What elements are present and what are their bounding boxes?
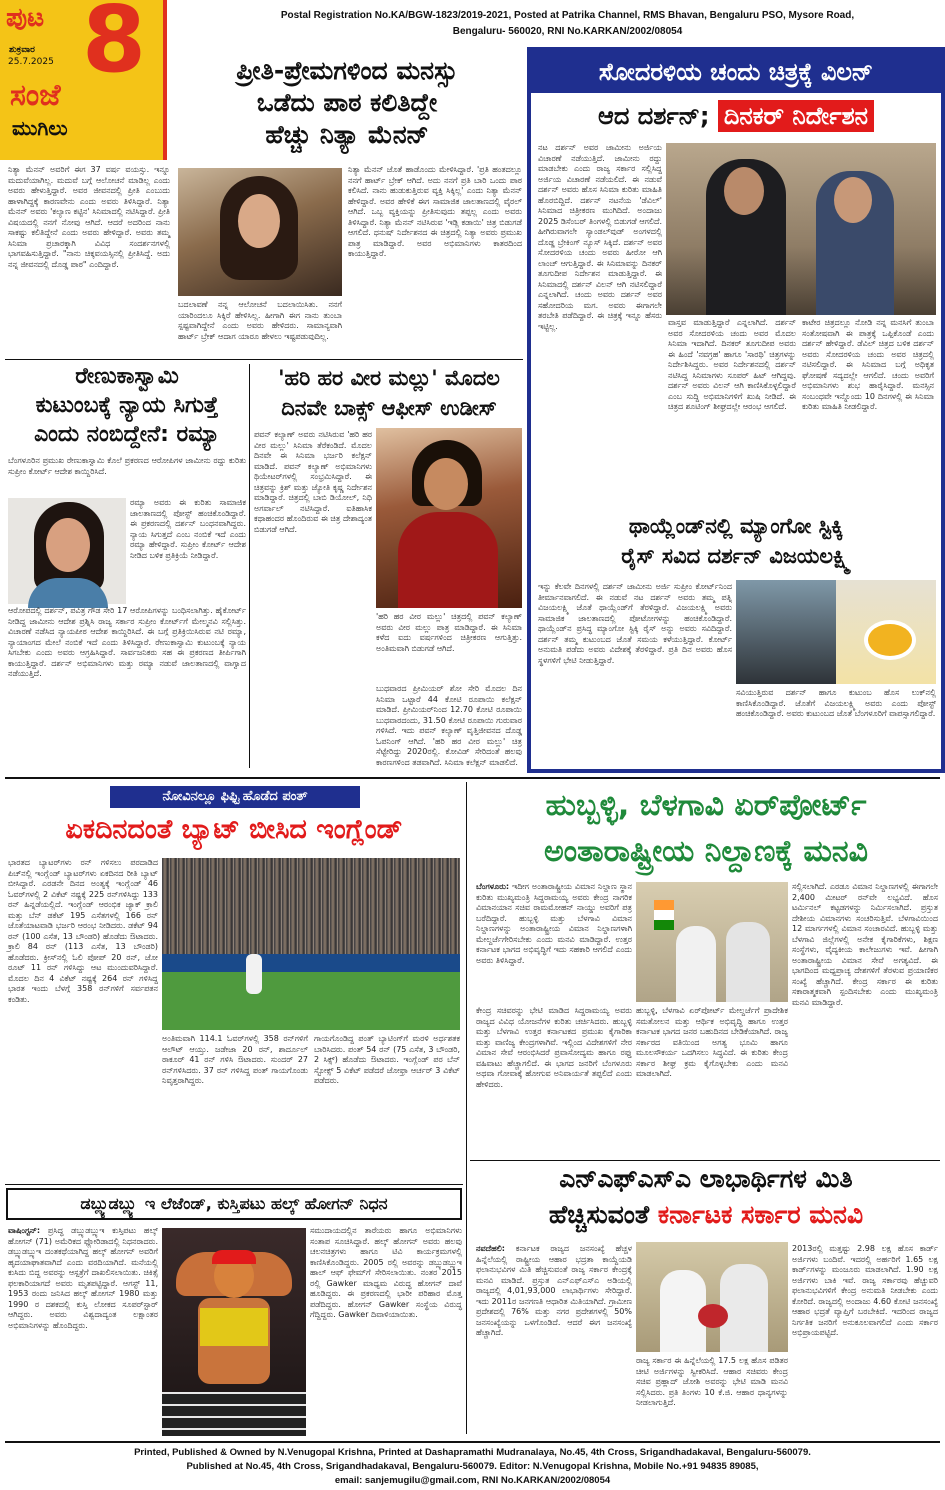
imprint-line3: email: sanjemugilu@gmail.com, RNI No.KARKAN/2002/08054 xyxy=(334,1475,611,1486)
hogan-headline: ಡಬ್ಲ್ಯುಡಬ್ಲ್ಯು ಇ ಲೆಜೆಂಡ್, ಕುಸ್ತಿಪಟು ಹಲ್ಕ್ ಹೋಗನ್ ನಿಧನ xyxy=(80,1194,388,1213)
pawan-figure-robe xyxy=(398,512,498,608)
thailand-body-col1: ಇನ್ನು ಕೆಲವೇ ದಿನಗಳಲ್ಲಿ ದರ್ಶನ್ ಜಾಮೀನು ಅರ್ಜಿ ಸುಪ್ರೀಂ ಕೋರ್ಟ್‌ನಿಂದ ತೀರ್ಮಾನವಾಗಲಿದೆ. ಈ ನಡುವೆ ನಟ ದರ್ಶನ್ ಅವರು ತಮ್ಮ ಪತ್ನಿ ವಿಜಯಲಕ್ಷ್ಮಿ ಜೊತೆ ಥಾಯ್ಲೆಂಡ್‌ಗೆ ತೆರಳಿದ್ದಾರೆ. ವಿಜಯಲಕ್ಷ್ಮಿ ಅವರು ಸಾಮಾಜಿಕ ಜಾಲತಾಣದಲ್ಲಿ ಪೋಟೋಗಳನ್ನು ಹಂಚಿಕೊಂಡಿದ್ದಾರೆ. ಥಾಯ್ಲೆಂಡ್‌ನ ಪ್ರಸಿದ್ಧ ಮ್ಯಾಂಗೋ ಸ್ಟಿಕ್ಕಿ ರೈಸ್ ಅನ್ನು ಅವರು ಸವಿದಿದ್ದಾರೆ. ದರ್ಶನ್ ತಮ್ಮ ಕುಟುಂಬದ ಜೊತೆ ಸಮಯ ಕಳೆಯುತ್ತಿದ್ದಾರೆ. ಕೋರ್ಟ್ ಅನುಮತಿ ಪಡೆದು ಅವರು ವಿದೇಶಕ್ಕೆ ತೆರಳಿದ್ದಾರೆ. ಪ್ರತಿ ದಿನ ಅವರು ಹೊಸ ಸ್ಥಳಗಳಿಗೆ ಭೇಟಿ ನೀಡುತ್ತಿದ್ದಾರೆ. xyxy=(538,582,732,665)
darshan-headline-line1: ಸೋದರಳಿಯ ಚಂದು ಚಿತ್ರಕ್ಕೆ ವಿಲನ್ xyxy=(531,51,941,93)
stadium-board xyxy=(162,954,460,972)
hogan-body-col2: ಸಮುದಾಯದಲ್ಲಿನ ತಾರೆಯರು ಹಾಗೂ ಅಭಿಮಾನಿಗಳು ಸಂತಾಪ ಸೂಚಿಸಿದ್ದಾರೆ. ಹಲ್ಕ್ ಹೋಗನ್ ಅವರು ಹಲವು ಚಲನಚಿತ್ರಗಳು ಹಾಗೂ ಟಿವಿ ಕಾರ್ಯಕ್ರಮಗಳಲ್ಲಿ ಕಾಣಿಸಿಕೊಂಡಿದ್ದರು. 2005 ರಲ್ಲಿ ಅವರನ್ನು ಡಬ್ಲ್ಯುಡಬ್ಲ್ಯುಇ ಹಾಲ್ ಆಫ್ ಫೇಮ್‌ಗೆ ಸೇರಿಸಲಾಯಿತು. ನಂತರ 2015 ರಲ್ಲಿ Gawker ಮಾಧ್ಯಮ ವಿರುದ್ಧ ಹೋಗನ್ ದಾವೆ ಹೂಡಿದ್ದರು. ಈ ಪ್ರಕರಣದಲ್ಲಿ ಭಾರೀ ಪರಿಹಾರ ಮೊತ್ತ ಪಡೆದಿದ್ದರು. ಹೋಗನ್ Gawker ಸಂಸ್ಥೆಯ ವಿರುದ್ಧ ಗೆದ್ದಿದ್ದರು. Gawker ದಿವಾಳಿಯಾಯಿತು. xyxy=(310,1226,462,1319)
flag-icon xyxy=(654,900,674,930)
divider-nithya-ramya xyxy=(5,359,523,360)
nfsa-headline-part-a: ಹೆಚ್ಚಿಸುವಂತೆ xyxy=(548,1200,650,1229)
hogan-body-col1 xyxy=(8,1226,158,1436)
nfsa-text-col1: ಕರ್ನಾಟಕ ರಾಜ್ಯದ ಜನಸಂಖ್ಯೆ ಹೆಚ್ಚಳ ಹಿನ್ನೆಲೆಯಲ್ಲಿ ರಾಷ್ಟ್ರೀಯ ಆಹಾರ ಭದ್ರತಾ ಕಾಯ್ದೆಯಡಿ ಫಲಾನುಭವಿಗಳ ಮಿತಿ ಹೆಚ್ಚಿಸುವಂತೆ ರಾಜ್ಯ ಸರ್ಕಾರ ಕೇಂದ್ರಕ್ಕೆ ಮನವಿ ಮಾಡಿದೆ. ಪ್ರಸ್ತುತ ಎನ್‌ಎಫ್‌ಎಸ್‌ಎ ಅಡಿಯಲ್ಲಿ ರಾಜ್ಯದಲ್ಲಿ 4,01,93,000 ಲಾಭಾರ್ಥಿಗಳು ಸೇರಿದ್ದಾರೆ. ಇದು 2011ರ ಜನಗಣತಿ ಆಧಾರಿತ ಮಿತಿಯಾಗಿದೆ. ಗ್ರಾಮೀಣ ಪ್ರದೇಶದಲ್ಲಿ 76% ಮತ್ತು ನಗರ ಪ್ರದೇಶಗಳಲ್ಲಿ 50% ಜನಸಂಖ್ಯೆಯನ್ನು ಒಳಗೊಂಡಿದೆ. ಆದರೆ ಈಗ ಜನಸಂಖ್ಯೆ ಹೆಚ್ಚಾಗಿದೆ. xyxy=(476,1244,633,1337)
meeting-figure-right xyxy=(726,922,770,1002)
pawan-kalyan-photo xyxy=(376,428,522,608)
hubballi-headline-line2: ಅಂತಾರಾಷ್ಟ್ರೀಯ ನಿಲ್ದಾಣಕ್ಕೆ ಮನವಿ xyxy=(544,834,868,869)
nfsa-headline-line2 xyxy=(472,1200,940,1230)
photo-panel-left xyxy=(736,580,836,684)
harihara-body-col1: ಪವನ್ ಕಲ್ಯಾಣ್ ಅವರು ನಟಿಸಿರುವ 'ಹರಿ ಹರ ವೀರ ಮಲ್ಲು' ಸಿನಿಮಾ ತೆರೆಕಂಡಿದೆ. ಮೊದಲ ದಿನವೇ ಈ ಸಿನಿಮಾ ಭರ್ಜರಿ ಕಲೆಕ್ಷನ್ ಮಾಡಿದೆ. ಪವನ್ ಕಲ್ಯಾಣ್ ಅಭಿಮಾನಿಗಳು ಥಿಯೇಟರ್‌ಗಳಲ್ಲಿ ಸಂಭ್ರಮಿಸಿದ್ದಾರೆ. ಈ ಚಿತ್ರವನ್ನು ಕ್ರಿಶ್ ಮತ್ತು ಜ್ಯೋತಿ ಕೃಷ್ಣ ನಿರ್ದೇಶನ ಮಾಡಿದ್ದಾರೆ. ಚಿತ್ರದಲ್ಲಿ ಬಾಬಿ ಡಿಯೋಲ್, ನಿಧಿ ಅಗರ್ವಾಲ್ ನಟಿಸಿದ್ದಾರೆ. ಐತಿಹಾಸಿಕ ಕಥಾಹಂದರ ಹೊಂದಿರುವ ಈ ಚಿತ್ರ ದೇಶಾದ್ಯಂತ ಬಿಡುಗಡೆ ಆಗಿದೆ. xyxy=(254,430,372,534)
harihara-headline-line1: 'ಹರಿ ಹರ ವೀರ ಮಲ್ಲು' ಮೊದಲ xyxy=(278,366,500,390)
pant-headline: ಏಕದಿನದಂತೆ ಬ್ಯಾಟ್ ಬೀಸಿದ ಇಂಗ್ಲೆಂಡ್ xyxy=(65,814,403,845)
darshan-chandu-photo xyxy=(666,143,936,315)
hogan-bandana xyxy=(212,1250,256,1264)
photo-figure-right-face xyxy=(834,177,872,223)
nithya-menon-photo xyxy=(178,168,342,296)
nithya-headline-line1: ಪ್ರೀತಿ-ಪ್ರೇಮಗಳಿಂದ ಮನಸ್ಸು xyxy=(236,56,458,85)
hogan-text-col1: ಪ್ರಸಿದ್ಧ ಡಬ್ಲ್ಯುಡಬ್ಲ್ಯುಇ ಕುಸ್ತಿಪಟು ಹಲ್ಕ್ ಹೋಗನ್ (71) ಅಮೆರಿಕದ ಫ್ಲೋರಿಡಾದಲ್ಲಿ ನಿಧನರಾದರು. ಡಬ್ಲ್ಯುಡಬ್ಲ್ಯುಇ ದಂತಕಥೆಯಾಗಿದ್ದ ಹಲ್ಕ್ ಹೋಗನ್ ಅವರಿಗೆ ಹೃದಯಾಘಾತವಾಗಿದೆ ಎಂದು ವರದಿಯಾಗಿದೆ. ಮನೆಯಲ್ಲಿ ಕುಸಿದು ಬಿದ್ದ ಅವರನ್ನು ಆಸ್ಪತ್ರೆಗೆ ದಾಖಲಿಸಲಾಯಿತು. ಚಿಕಿತ್ಸೆ ಫಲಕಾರಿಯಾಗದೆ ಅವರು ಮೃತಪಟ್ಟಿದ್ದಾರೆ. ಆಗಸ್ಟ್ 11, 1953 ರಂದು ಜನಿಸಿದ ಹಲ್ಕ್ ಹೋಗನ್ 1980 ಮತ್ತು 1990 ರ ದಶಕದಲ್ಲಿ ಕುಸ್ತಿ ಲೋಕದ ಸೂಪರ್‌ಸ್ಟಾರ್ ಆಗಿದ್ದರು. ಅವರು ವಿಶ್ವದಾದ್ಯಂತ ಲಕ್ಷಾಂತರ ಅಭಿಮಾನಿಗಳನ್ನು ಹೊಂದಿದ್ದರು. xyxy=(8,1226,158,1330)
page-word: ಪುಟ xyxy=(6,3,45,33)
ramya-body: ಆರೋಪದಲ್ಲಿ ದರ್ಶನ್, ಪವಿತ್ರ ಗೌಡ ಸೇರಿ 17 ಆರೋಪಿಗಳನ್ನು ಬಂಧಿಸಲಾಗಿತ್ತು. ಹೈಕೋರ್ಟ್ ನೀಡಿದ್ದ ಜಾಮೀನು ಆದೇಶ ಪ್ರಶ್ನಿಸಿ ರಾಜ್ಯ ಸರ್ಕಾರ ಸುಪ್ರೀಂ ಕೋರ್ಟ್‌ಗೆ ಮೇಲ್ಮನವಿ ಸಲ್ಲಿಸಿತ್ತು. ವಿಚಾರಣೆ ನಡೆಸಿದ ನ್ಯಾಯಪೀಠ ಆದೇಶ ಕಾಯ್ದಿರಿಸಿದೆ. ಈ ಬಗ್ಗೆ ಪ್ರತಿಕ್ರಿಯಿಸಿರುವ ನಟಿ ರಮ್ಯಾ, ನ್ಯಾಯಾಂಗದ ಮೇಲೆ ನಂಬಿಕೆ ಇದೆ ಎಂದು ತಿಳಿಸಿದ್ದಾರೆ. ರೇಣುಕಾಸ್ವಾಮಿ ಕುಟುಂಬಕ್ಕೆ ನ್ಯಾಯ ಸಿಗಬೇಕು ಎಂದು ಅವರು ಆಗ್ರಹಿಸಿದ್ದಾರೆ. ಸಾರ್ವಜನಿಕರು ಸಹ ಈ ಪ್ರಕರಣದ ತೀರ್ಪಿಗಾಗಿ ಕಾಯುತ್ತಿದ್ದಾರೆ. ದರ್ಶನ್ ಅಭಿಮಾನಿಗಳು ಮತ್ತು ರಮ್ಯಾ ನಡುವೆ ಜಾಲತಾಣದಲ್ಲಿ ವಾಗ್ವಾದ ನಡೆಯುತ್ತಿದೆ. xyxy=(8,606,246,678)
nfsa-body-col3: 2013ರಲ್ಲಿ ಮತ್ತಷ್ಟು 2.98 ಲಕ್ಷ ಹೊಸ ಕಾರ್ಡ್ ಅರ್ಜಿಗಳು ಬಂದಿವೆ. ಇದರಲ್ಲಿ ಅರ್ಹರಿಗೆ 1.65 ಲಕ್ಷ ಕಾರ್ಡ್‌ಗಳನ್ನು ಮಂಜೂರು ಮಾಡಲಾಗಿದೆ. 1.90 ಲಕ್ಷ ಅರ್ಜಿಗಳು ಬಾಕಿ ಇವೆ. ರಾಜ್ಯ ಸರ್ಕಾರವು ಹೆಚ್ಚುವರಿ ಫಲಾನುಭವಿಗಳಿಗೆ ಕೇಂದ್ರ ಅನುಮತಿ ನೀಡಬೇಕು ಎಂದು ಕೋರಿದೆ. ರಾಜ್ಯದಲ್ಲಿ ಅಂದಾಜು 4.60 ಕೋಟಿ ಜನಸಂಖ್ಯೆ ಆಹಾರ ಭದ್ರತೆ ವ್ಯಾಪ್ತಿಗೆ ಬರಬೇಕಿದೆ. ಇದರಿಂದ ರಾಜ್ಯದ ನಿರ್ಗತಿಕ ಜನರಿಗೆ ಅನುಕೂಲವಾಗಲಿದೆ ಎಂದು ಸರ್ಕಾರ ಅಭಿಪ್ರಾಯಪಟ್ಟಿದೆ. xyxy=(792,1244,938,1337)
hubballi-body-col3: ಸಲ್ಲಿಸಲಾಗಿದೆ. ಎರಡೂ ವಿಮಾನ ನಿಲ್ದಾಣಗಳಲ್ಲಿ ಈಗಾಗಲೇ 2,400 ಮೀಟರ್ ರನ್‌ವೇ ಲಭ್ಯವಿದೆ. ಹೊಸ ಟರ್ಮಿನಲ್ ಕಟ್ಟಡಗಳನ್ನು ನಿರ್ಮಿಸಲಾಗಿದೆ. ಪ್ರಸ್ತುತ ದೇಶೀಯ ವಿಮಾನಗಳು ಸಂಚರಿಸುತ್ತಿವೆ. ಬೆಳಗಾವಿಯಿಂದ 12 ಮಾರ್ಗಗಳಲ್ಲಿ ವಿಮಾನ ಸಂಚಾರವಿದೆ. ಹುಬ್ಬಳ್ಳಿ ಮತ್ತು ಬೆಳಗಾವಿ ಜಿಲ್ಲೆಗಳಲ್ಲಿ ಅನೇಕ ಕೈಗಾರಿಕೆಗಳು, ಶಿಕ್ಷಣ ಸಂಸ್ಥೆಗಳು, ವೈದ್ಯಕೀಯ ಕಾಲೇಜುಗಳು ಇವೆ. ಹೀಗಾಗಿ ಅಂತಾರಾಷ್ಟ್ರೀಯ ವಿಮಾನ ಸೇವೆ ಅಗತ್ಯವಿದೆ. ಈ ಭಾಗದಿಂದ ಮಧ್ಯಪ್ರಾಚ್ಯ ದೇಶಗಳಿಗೆ ತೆರಳುವ ಪ್ರಯಾಣಿಕರ ಸಂಖ್ಯೆ ಹೆಚ್ಚಾಗಿದೆ. ಕೇಂದ್ರ ಸರ್ಕಾರ ಈ ಕುರಿತು ಸಕಾರಾತ್ಮಕವಾಗಿ ಸ್ಪಂದಿಸಬೇಕು ಎಂದು ಮುಖ್ಯಮಂತ್ರಿ ಮನವಿ ಮಾಡಿದ್ದಾರೆ. xyxy=(792,882,938,1007)
hubballi-dateline: ಬೆಂಗಳೂರು: xyxy=(476,882,510,891)
mango-dessert xyxy=(864,620,916,660)
nfsa-headline-line1: ಎನ್‌ಎಫ್‌ಎಸ್‌ಎ ಲಾಭಾರ್ಥಿಗಳ ಮಿತಿ xyxy=(559,1164,853,1193)
bouquet xyxy=(698,1304,728,1328)
darshan-body-col3: ಕಾಟೇರ ಚಿತ್ರದಲ್ಲೂ ನೋಡಿ ನನ್ನ ಮನಸಿಗೆ ತುಂಬಾ ಸಂತೋಷವಾಗಿ ಈ ಪಾತ್ರಕ್ಕೆ ಒಪ್ಪಿಕೊಂಡೆ ಎಂದು ದರ್ಶನ್ ಹೇಳಿದ್ದಾರೆ. ಡೆವಿಲ್ ಚಿತ್ರದ ಬಳಿಕ ದರ್ಶನ್ ಅವರು ಸೋದರಳಿಯ ಚಂದು ಅವರ ಚಿತ್ರದಲ್ಲಿ ನಟಿಸಲಿದ್ದಾರೆ. ಈ ಸಿನಿಮಾದ ಬಗ್ಗೆ ಅಧಿಕೃತ ಘೋಷಣೆ ಸದ್ಯದಲ್ಲೇ ಆಗಲಿದೆ. ಚಂದು ಅವರಿಗೆ ಅಭಿಮಾನಿಗಳು ಶುಭ ಹಾರೈಸಿದ್ದಾರೆ. ಮನಸ್ಸಿನ ಸಂಬಂಧವೇ ಇನ್ನೊಂದು 10 ದಿನಗಳಲ್ಲಿ ಈ ಸಿನಿಮಾ ಕುರಿತು ಮಾಹಿತಿ ನೀಡಲಿದ್ದಾರೆ. xyxy=(802,318,934,411)
pant-body-col2: ಅಂತಿಮವಾಗಿ 114.1 ಓವರ್‌ಗಳಲ್ಲಿ 358 ರನ್‌ಗಳಿಗೆ ಆಲೌಟ್ ಆಯ್ತು. ಜಡೇಜಾ 20 ರನ್, ಶಾರ್ದೂಲ್ ಠಾಕೂರ್ 41 ರನ್ ಗಳಿಸಿ ಔಟಾದರು. ಸುಂದರ್ 27 ರನ್‌ಗಳಿಸಿದರು. 37 ರನ್ ಗಳಿಸಿದ್ದ ಪಂತ್ ಗಾಯಗೊಂಡು ನಿವೃತ್ತರಾಗಿದ್ದರು. xyxy=(162,1034,308,1085)
photo-figure-left-face xyxy=(724,167,764,215)
harihara-body-col3: ಬುಧವಾರದ ಪ್ರೀಮಿಯರ್ ಶೋ ಸೇರಿ ಮೊದಲ ದಿನ ಸಿನಿಮಾ ಒಟ್ಟಾರೆ 44 ಕೋಟಿ ರೂಪಾಯಿ ಕಲೆಕ್ಷನ್ ಮಾಡಿದೆ. ಪ್ರೀಮಿಯರ್‌ನಿಂದ 12.70 ಕೋಟಿ ರೂಪಾಯಿ ಬುಧವಾರದಂದು, 31.50 ಕೋಟಿ ರೂಪಾಯಿ ಗುರುವಾರ ಗಳಿಸಿದೆ. ಇದು ಪವನ್ ಕಲ್ಯಾಣ್ ವೃತ್ತಿಜೀವನದ ದೊಡ್ಡ ಓಪನಿಂಗ್ ಆಗಿದೆ. 'ಹರಿ ಹರ ವೀರ ಮಲ್ಲು' ಚಿತ್ರ ಸೆಟ್ಟೇರಿದ್ದು 2020ರಲ್ಲಿ. ಕೋವಿಡ್ ಸೇರಿದಂತೆ ಹಲವು ಕಾರಣಗಳಿಂದ ತಡವಾಗಿದೆ. ಸಿನಿಮಾ ಕಲೆಕ್ಷನ್ ಮಾಡಲಿದೆ. xyxy=(376,684,522,767)
imprint-line2: Published at No.45, 4th Cross, Srigandhadakaval, Bengaluru-560079. Editor: N.Venugopal Krishna, Mobile No.+91 94835 89085, xyxy=(186,1461,759,1472)
nfsa-body-col2: ರಾಜ್ಯ ಸರ್ಕಾರ ಈ ಹಿನ್ನೆಲೆಯಲ್ಲಿ 17.5 ಲಕ್ಷ ಹೊಸ ಪಡಿತರ ಚೀಟಿ ಅರ್ಜಿಗಳನ್ನು ಸ್ವೀಕರಿಸಿದೆ. ಆಹಾರ ಸಚಿವರು ಕೇಂದ್ರ ಸಚಿವ ಪ್ರಹ್ಲಾದ್ ಜೋಶಿ ಅವರನ್ನು ಭೇಟಿ ಮಾಡಿ ಮನವಿ ಸಲ್ಲಿಸಿದರು. ಪ್ರತಿ ತಿಂಗಳು 10 ಕೆ.ಜಿ. ಆಹಾರ ಧಾನ್ಯಗಳನ್ನು ನೀಡಲಾಗುತ್ತಿದೆ. xyxy=(636,1356,788,1407)
nfsa-figure-right xyxy=(720,1264,768,1352)
thailand-body-col2: ಸವಿಯುತ್ತಿರುವ ದರ್ಶನ್ ಹಾಗೂ ಕುಟುಂಬ ಹೊಸ ಲುಕ್‌ನಲ್ಲಿ ಕಾಣಿಸಿಕೊಂಡಿದ್ದಾರೆ. ಜೊತೆಗೆ ವಿಜಯಲಕ್ಷ್ಮಿ ಅವರು ಎಂದು ಪೋಸ್ಟ್ ಹಂಚಿಕೊಂಡಿದ್ದಾರೆ. ಅವರು ಕುಟುಂಬದ ಜೊತೆ ಬೆಂಗಳೂರಿಗೆ ವಾಪಸ್ಸಾಗಲಿದ್ದಾರೆ. xyxy=(736,688,936,718)
pant-body-col3: ಗಾಯಗೊಂಡಿದ್ದ ಪಂತ್ ಬ್ಯಾಟಿಂಗ್‌ಗೆ ಮರಳಿ ಅರ್ಧಶತಕ ಬಾರಿಸಿದರು. ಪಂತ್ 54 ರನ್ (75 ಎಸೆತ, 3 ಬೌಂಡರಿ, 2 ಸಿಕ್ಸ್) ಹೊಡೆದು ಔಟಾದರು. ಇಂಗ್ಲೆಂಡ್ ಪರ ಬೆನ್ ಸ್ಟೋಕ್ಸ್ 5 ವಿಕೆಟ್ ಪಡೆದರೆ ಜೋಫ್ರಾ ಆರ್ಚರ್ 3 ವಿಕೆಟ್ ಪಡೆದರು. xyxy=(314,1034,460,1085)
date: 25.7.2025 xyxy=(8,57,54,67)
photo-figure-face xyxy=(238,194,280,248)
nfsa-dateline: ನವದೆಹಲಿ: xyxy=(476,1244,505,1253)
divider-ramya-harihara xyxy=(249,364,250,768)
brand-name-line2: ಮುಗಿಲು xyxy=(12,116,68,140)
nithya-headline-line3: ಹೆಚ್ಚು ನಿತ್ಯಾ ಮೆನನ್ xyxy=(265,120,429,149)
cm-meeting-photo xyxy=(636,882,788,1002)
ramya-headline-line2: ಕುಟುಂಬಕ್ಕೆ ನ್ಯಾಯ ಸಿಗುತ್ತೆ xyxy=(35,393,219,418)
ramya-intro: ಬೆಂಗಳೂರಿನ ಪ್ರಮುಖ ರೇಣುಕಾಸ್ವಾಮಿ ಕೊಲೆ ಪ್ರಕರಣದ ಆರೋಪಿಗಳ ಜಾಮೀನು ರದ್ದು ಕುರಿತು ಸುಪ್ರೀಂ ಕೋರ್ಟ್ ಆದೇಶ ಕಾಯ್ದಿರಿಸಿದೆ. xyxy=(8,456,246,476)
batter-figure xyxy=(246,954,262,994)
hubballi-body-col1 xyxy=(476,882,632,1002)
postal-registration-line2: Bengaluru- 560020, RNI No.KARKAN/2002/08054 xyxy=(452,26,683,37)
darshan-body-col1: ನಟ ದರ್ಶನ್ ಅವರ ಜಾಮೀನು ಅರ್ಜಿಯ ವಿಚಾರಣೆ ನಡೆಯುತ್ತಿದೆ. ಜಾಮೀನು ರದ್ದು ಮಾಡಬೇಕು ಎಂದು ರಾಜ್ಯ ಸರ್ಕಾರ ಸಲ್ಲಿಸಿದ್ದ ಅರ್ಜಿಯ ವಿಚಾರಣೆ ನಡೆಯಲಿದೆ. ಈ ನಡುವೆ ದರ್ಶನ್ ಅವರು ಹೊಸ ಸಿನಿಮಾ ಕುರಿತು ಮಾಹಿತಿ ಹೊರಬಿದ್ದಿದೆ. ದರ್ಶನ್ ನಟನೆಯ 'ಡೆವಿಲ್' ಸಿನಿಮಾದ ಚಿತ್ರೀಕರಣ ಮುಗಿದಿದೆ. ಅಂದಾಜು 2025 ಡಿಸೆಂಬರ್ ತಿಂಗಳಲ್ಲಿ ಬಿಡುಗಡೆ ಆಗಲಿದೆ. ಹೀಗಿರುವಾಗಲೇ ಸ್ಯಾಂಡಲ್‌ವುಡ್ ಅಂಗಳದಲ್ಲಿ ದೊಡ್ಡ ಬ್ರೇಕಿಂಗ್ ನ್ಯೂಸ್ ಸಿಕ್ಕಿದೆ. ದರ್ಶನ್ ಅವರ ಸೋದರಳಿಯ ಚಂದು ಅವರು ಹೀರೋ ಆಗಿ ಲಾಂಚ್ ಆಗುತ್ತಿದ್ದಾರೆ. ಈ ಸಿನಿಮಾವನ್ನು ದಿನಕರ್ ತೂಗುದೀಪ ನಿರ್ದೇಶನ ಮಾಡುತ್ತಿದ್ದಾರೆ. ಈ ಸಿನಿಮಾದಲ್ಲಿ ದರ್ಶನ್ ವಿಲನ್ ಆಗಿ ನಟಿಸಲಿದ್ದಾರೆ ಎನ್ನಲಾಗಿದೆ. ಚಂದು ಅವರು ದರ್ಶನ್ ಅವರ ಸಹೋದರಿಯ ಮಗ. ಅವರು ಈಗಾಗಲೇ ತರಬೇತಿ ಪಡೆದಿದ್ದಾರೆ. ಈ ಚಿತ್ರಕ್ಕೆ ಇನ್ನೂ ಹೆಸರು ಇಟ್ಟಿಲ್ಲ. xyxy=(538,143,662,331)
footer-divider xyxy=(5,1441,940,1443)
postal-registration-line1: Postal Registration No.KA/BGW-1823/2019-2021, Posted at Patrika Channel, RMS Bhavan, Bengaluru PSO, Mysore Road, xyxy=(280,10,855,21)
nithya-body-col1: ನಿತ್ಯಾ ಮೆನನ್ ಅವರಿಗೆ ಈಗ 37 ವರ್ಷ ವಯಸ್ಸು. ಇನ್ನೂ ಮದುವೆಯಾಗಿಲ್ಲ. ಮದುವೆ ಬಗ್ಗೆ ಆಲೋಚನೆ ಮಾಡಿಲ್ಲ ಎಂದು ಅವರು ಹೇಳುತ್ತಿದ್ದಾರೆ. ಅವರ ಜೀವನದಲ್ಲಿ ಪ್ರೀತಿ ಎಂಬುದು ಹಾಳಾಗಿದ್ದಕ್ಕೆ ಕಾರಣವೇನು ಎಂದು ಅವರು ತಿಳಿಸಿದ್ದಾರೆ. ನಿತ್ಯಾ ಮೆನನ್ ಅವರು 'ಕಲ್ಯಾಣ ಕಟ್ಟಿನ' ಸಿನಿಮಾದಲ್ಲಿ ನಟಿಸಿದ್ದಾರೆ. ಪ್ರೀತಿ ವಿಷಯದಲ್ಲಿ ನನಗೆ ನೋವು ಆಗಿದೆ. ಆದರೆ ಅದರಿಂದ ನಾನು ಸಾಕಷ್ಟು ಕಲಿತಿದ್ದೇನೆ ಎಂದು ಅವರು ಹೇಳಿದ್ದಾರೆ. ಅವರು ತಮ್ಮ ಸಿನಿಮಾ ಪ್ರಚಾರಕ್ಕಾಗಿ ವಿವಿಧ ಸಂದರ್ಶನಗಳಲ್ಲಿ ಭಾಗವಹಿಸುತ್ತಿದ್ದಾರೆ. "ನಾನು ಚಿಕ್ಕವಯಸ್ಸಿನಲ್ಲಿ ಪ್ರೀತಿಸಿದ್ದೆ. ಅದು ನನ್ನ ಜೀವನದಲ್ಲಿ ದೊಡ್ಡ ಪಾಠ" ಎಂದಿದ್ದಾರೆ. xyxy=(8,165,170,269)
hubballi-headline-line1: ಹುಬ್ಬಳ್ಳಿ, ಬೆಳಗಾವಿ ಏರ್‌ಪೋರ್ಟ್ xyxy=(545,788,867,823)
pant-kicker: ನೋವಿನಲ್ಲೂ ಫಿಫ್ಟಿ ಹೊಡೆದ ಪಂತ್ xyxy=(110,786,360,808)
darshan-vijayalakshmi-photo xyxy=(736,580,936,684)
pant-body-col1: ಭಾರತದ ಬ್ಯಾಟರ್‌ಗಳು ರನ್ ಗಳಿಸಲು ಪರದಾಡಿದ ಪಿಚ್‌ನಲ್ಲಿ ಇಂಗ್ಲೆಂಡ್ ಬ್ಯಾಟರ್‌ಗಳು ಏಕದಿನದ ರೀತಿ ಬ್ಯಾಟ್ ಬೀಸಿದ್ದಾರೆ. ಎರಡನೇ ದಿನದ ಅಂತ್ಯಕ್ಕೆ ಇಂಗ್ಲೆಂಡ್ 46 ಓವರ್‌ಗಳಲ್ಲಿ 2 ವಿಕೆಟ್ ನಷ್ಟಕ್ಕೆ 225 ರನ್‌ಗಳಿಸಿದ್ದು 133 ರನ್ ಹಿನ್ನಡೆಯಲ್ಲಿದೆ. ಇಂಗ್ಲೆಂಡ್ ಆರಂಭಿಕ ಜ್ಯಾಕ್ ಕ್ರಾಲಿ ಮತ್ತು ಬೆನ್ ಡಕೆಟ್ 195 ಎಸೆತಗಳಲ್ಲಿ 166 ರನ್ ಜೊತೆಯಾಟವಾಡಿ ಭರ್ಜರಿ ಆರಂಭ ನೀಡಿದರು. ಡಕೆಟ್ 94 ರನ್ (100 ಎಸೆತ, 13 ಬೌಂಡರಿ) ಹೊಡೆದು ಔಟಾದರು. ಕ್ರಾಲಿ 84 ರನ್ (113 ಎಸೆತ, 13 ಬೌಂಡರಿ) ಹೊಡೆದರು. ಕ್ರೀಸ್‌ನಲ್ಲಿ ಓಲಿ ಪೋಪ್ 20 ರನ್, ಜೋ ರೂಟ್ 11 ರನ್ ಗಳಿಸಿದ್ದು ಆಟ ಮುಂದುವರಿಸಿದ್ದಾರೆ. ಮೊದಲ ದಿನ 4 ವಿಕೆಟ್ ನಷ್ಟಕ್ಕೆ 264 ರನ್ ಗಳಿಸಿದ್ದ ಭಾರತ ಇಂದು ಬೆಳಗ್ಗೆ 358 ರನ್‌ಗಳಿಗೆ ಸರ್ವಪತನ ಕಂಡಿತು. xyxy=(8,858,158,1004)
ring-ropes xyxy=(162,1392,306,1436)
hogan-shirt xyxy=(200,1308,268,1346)
nithya-headline-line2: ಒಡೆದು ಪಾಠ ಕಲಿತಿದ್ದೇ xyxy=(256,88,438,117)
nithya-body-col1b: ಬದಲಾವಣೆ ನನ್ನ ಆಲೋಚನೆ ಬದಲಾಯಿಸಿತು. ನನಗೆ ಯಾರಿಂದಲೂ ಸಿಕ್ಕಿರೆ ಹೇಳಿಸಿಲ್ಲ. ಹೀಗಾಗಿ ಈಗ ನಾನು ತುಂಬಾ ಸ್ಪಷ್ಟವಾಗಿದ್ದೇನೆ ಎಂದು ಅವರು ಹೇಳಿದರು. ಸಾಮಾನ್ಯವಾಗಿ ಹಾರ್ಟ್ ಬ್ರೇಕ್ ಆದಾಗ ಯಾರೂ ಹೇಳಲು ಇಷ್ಟಪಡುವುದಿಲ್ಲ. xyxy=(178,300,342,341)
darshan-headline-line2 xyxy=(531,95,941,137)
ramya-headline-line3: ಎಂದು ನಂಬಿದ್ದೇನೆ: ರಮ್ಯಾ xyxy=(34,422,220,447)
stadium-crowd xyxy=(162,858,460,954)
divider-airport-nfsa xyxy=(470,1160,940,1161)
nithya-body-col2: ನಿತ್ಯಾ ಮೆನನ್ ಜೊತೆ ಹಾಡೊಂದು ಮೇಳಿಸಿದ್ದಾರೆ. 'ಪ್ರತಿ ಹಂತದಲ್ಲೂ ನನಗೆ ಹಾರ್ಟ್ ಬ್ರೇಕ್ ಆಗಿದೆ. ಅದು ನನಗೆ ಪ್ರತಿ ಬಾರಿ ಒಂದು ಪಾಠ ಕಲಿಸಿದೆ. ನಾನು ಹುಡುಕುತ್ತಿರುವ ವ್ಯಕ್ತಿ ಸಿಕ್ಕಿಲ್ಲ' ಎಂದು ನಿತ್ಯಾ ಮೆನನ್ ಹೇಳಿದ್ದಾರೆ. ಅವರ ಹೇಳಿಕೆ ಈಗ ಸಾಮಾಜಿಕ ಜಾಲತಾಣದಲ್ಲಿ ವೈರಲ್ ಆಗಿದೆ. ಒಬ್ಬ ವ್ಯಕ್ತಿಯನ್ನು ಪ್ರೀತಿಸುವುದು ತಪ್ಪಲ್ಲ ಎಂದು ಅವರು ತಿಳಿಸಿದ್ದಾರೆ. ನಿತ್ಯಾ ಮೆನನ್ ನಟಿಸಿರುವ 'ಇಡ್ಲಿ ಕಡಾಯಿ' ಚಿತ್ರ ಬಿಡುಗಡೆ ಆಗಲಿದೆ. ಧನುಷ್ ನಿರ್ದೇಶನದ ಈ ಚಿತ್ರದಲ್ಲಿ ನಿತ್ಯಾ ಅವರು ಪ್ರಮುಖ ಪಾತ್ರ ಮಾಡಿದ್ದಾರೆ. ಅವರ ಅಭಿಮಾನಿಗಳು ಕಾತರದಿಂದ ಕಾಯುತ್ತಿದ್ದಾರೆ. xyxy=(348,165,522,258)
stadium-field xyxy=(162,972,460,1030)
nfsa-body-col1 xyxy=(476,1244,632,1436)
hubballi-body-col2: ಹುಬ್ಬಳ್ಳಿ, ಬೆಳಗಾವಿ ಏರ್‌ಪೋರ್ಟ್ ಮೇಲ್ದರ್ಜೆಗೆ ಪ್ರಾದೇಶಿಕ ಸಮತೋಲನ ಮತ್ತು ಆರ್ಥಿಕ ಅಭಿವೃದ್ಧಿ ಹಾಗೂ ಉತ್ತರ ಕರ್ನಾಟಕ ಭಾಗದ ಜನರ ಬಹುದಿನದ ಬೇಡಿಕೆಯಾಗಿದೆ. ರಾಜ್ಯ ಸರ್ಕಾರದ ವತಿಯಿಂದ ಅಗತ್ಯ ಭೂಮಿ ಹಾಗೂ ಮೂಲಸೌಕರ್ಯ ಒದಗಿಸಲು ಸಿದ್ಧವಿದೆ. ಈ ಕುರಿತು ಕೇಂದ್ರ ಸರ್ಕಾರ ಶೀಘ್ರ ಕ್ರಮ ಕೈಗೊಳ್ಳಬೇಕು ಎಂದು ಮನವಿ ಮಾಡಲಾಗಿದೆ. xyxy=(636,1006,788,1078)
ramya-face xyxy=(46,518,90,572)
hubballi-text-col1: ಇದೀಗ ಅಂತಾರಾಷ್ಟ್ರೀಯ ವಿಮಾನ ನಿಲ್ದಾಣ ಸ್ಥಾನ ಕುರಿತು ಮುಖ್ಯಮಂತ್ರಿ ಸಿದ್ದರಾಮಯ್ಯ ಅವರು ಕೇಂದ್ರ ನಾಗರಿಕ ವಿಮಾನಯಾನ ಸಚಿವ ರಾಮಮೋಹನ್ ನಾಯ್ಡು ಅವರಿಗೆ ಪತ್ರ ಬರೆದಿದ್ದಾರೆ. ಹುಬ್ಬಳ್ಳಿ ಮತ್ತು ಬೆಳಗಾವಿ ವಿಮಾನ ನಿಲ್ದಾಣಗಳನ್ನು ಅಂತಾರಾಷ್ಟ್ರೀಯ ವಿಮಾನ ನಿಲ್ದಾಣಗಳಾಗಿ ಮೇಲ್ದರ್ಜೆಗೇರಿಸಬೇಕು ಎಂದು ಮನವಿ ಮಾಡಿದ್ದಾರೆ. ಉತ್ತರ ಕರ್ನಾಟಕ ಭಾಗದ ಅಭಿವೃದ್ಧಿಗೆ ಇದು ಸಹಕಾರಿ ಆಗಲಿದೆ ಎಂದು ಅವರು ತಿಳಿಸಿದ್ದಾರೆ. xyxy=(476,882,632,965)
weekday: ಶುಕ್ರವಾರ xyxy=(9,45,35,55)
hogan-dateline: ವಾಷಿಂಗ್ಟನ್: xyxy=(8,1226,41,1235)
divider-sports-airport xyxy=(466,782,467,1434)
darshan-headline-part-b: ದಿನಕರ್ ನಿರ್ದೇಶನ xyxy=(718,100,874,132)
nfsa-headline-part-b: ಕರ್ನಾಟಕ ಸರ್ಕಾರ ಮನವಿ xyxy=(657,1200,864,1229)
ramya-photo xyxy=(8,498,126,604)
harihara-headline-line2: ದಿನವೇ ಬಾಕ್ಸ್ ಆಫೀಸ್ ಉಡೀಸ್ xyxy=(281,396,497,420)
cricket-stadium-photo xyxy=(162,858,460,1030)
thailand-headline-line2: ರೈಸ್ ಸವಿದ ದರ್ಶನ್ ವಿಜಯಲಕ್ಷ್ಮಿ xyxy=(621,544,851,568)
meeting-figure-left xyxy=(676,926,716,1002)
divider-top-half xyxy=(5,777,940,779)
darshan-headline-part-a: ಆದ ದರ್ಶನ್; xyxy=(598,102,710,130)
darshan-body-col2: ವಾಸ್ತವ ಮಾಡುತ್ತಿದ್ದಾರೆ ಎನ್ನಲಾಗಿದೆ. ದರ್ಶನ್ ಅವರ ಸೋದರಳಿಯ ಚಂದು ಅವರ ಮೊದಲ ಸಿನಿಮಾ ಇದಾಗಿದೆ. ದಿನಕರ್ ತೂಗುದೀಪ ಅವರು ಈ ಹಿಂದೆ 'ನವಗ್ರಹ' ಹಾಗೂ 'ಸಾರಥಿ' ಚಿತ್ರಗಳನ್ನು ನಿರ್ದೇಶಿಸಿದ್ದರು. ಅವರ ನಿರ್ದೇಶನದಲ್ಲಿ ದರ್ಶನ್ ನಟಿಸಿದ್ದ ಸಿನಿಮಾಗಳು ಸೂಪರ್ ಹಿಟ್ ಆಗಿದ್ದವು. ದರ್ಶನ್ ಅವರು ವಿಲನ್ ಆಗಿ ಕಾಣಿಸಿಕೊಳ್ಳಲಿದ್ದಾರೆ ಎಂಬ ಸುದ್ದಿ ಅಭಿಮಾನಿಗಳಿಗೆ ಖುಷಿ ನೀಡಿದೆ. ಈ ಚಿತ್ರದ ಶೂಟಿಂಗ್ ಶೀಘ್ರದಲ್ಲೇ ಆರಂಭ ಆಗಲಿದೆ. xyxy=(668,318,796,411)
thailand-headline-line1: ಥಾಯ್ಲೆಂಡ್‌ನಲ್ಲಿ ಮ್ಯಾಂಗೋ ಸ್ಟಿಕ್ಕಿ xyxy=(628,514,844,538)
divider-pant-hogan xyxy=(5,1184,463,1185)
nfsa-meeting-photo xyxy=(636,1242,788,1352)
hubballi-body-col1b: ಕೇಂದ್ರ ಸಚಿವರನ್ನು ಭೇಟಿ ಮಾಡಿದ ಸಿದ್ದರಾಮಯ್ಯ ಅವರು ರಾಜ್ಯದ ವಿವಿಧ ಯೋಜನೆಗಳ ಕುರಿತು ಚರ್ಚಿಸಿದರು. ಹುಬ್ಬಳ್ಳಿ ಮತ್ತು ಬೆಳಗಾವಿ ಉತ್ತರ ಕರ್ನಾಟಕದ ಪ್ರಮುಖ ಕೈಗಾರಿಕಾ ಮತ್ತು ವಾಣಿಜ್ಯ ಕೇಂದ್ರಗಳಾಗಿವೆ. ಇಲ್ಲಿಂದ ವಿದೇಶಗಳಿಗೆ ನೇರ ವಿಮಾನ ಸೇವೆ ಆರಂಭಿಸಿದರೆ ಪ್ರವಾಸೋದ್ಯಮ ಹಾಗೂ ರಫ್ತು ವಹಿವಾಟು ಹೆಚ್ಚಾಗಲಿದೆ. ಈ ಭಾಗದ ಜನರಿಗೆ ಬೆಂಗಳೂರು ಅಥವಾ ಗೋವಾಕ್ಕೆ ಹೋಗುವ ಅನಿವಾರ್ಯತೆ ತಪ್ಪಲಿದೆ ಎಂದು ಹೇಳಿದರು. xyxy=(476,1006,632,1089)
imprint-line1: Printed, Published & Owned by N.Venugopal Krishna, Printed at Dashapramathi Mudranalaya, No.45, 4th Cross, Srigandhadakaval, Bengaluru-560079. xyxy=(134,1447,811,1458)
page-number: 8 xyxy=(82,0,147,93)
ramya-side-text: ರಮ್ಯಾ ಅವರು ಈ ಕುರಿತು ಸಾಮಾಜಿಕ ಜಾಲತಾಣದಲ್ಲಿ ಪೋಸ್ಟ್ ಹಂಚಿಕೊಂಡಿದ್ದಾರೆ. ಈ ಪ್ರಕರಣದಲ್ಲಿ ದರ್ಶನ್ ಬಂಧನವಾಗಿದ್ದರು. ನ್ಯಾಯ ಸಿಗುತ್ತದೆ ಎಂಬ ನಂಬಿಕೆ ಇದೆ ಎಂದು ರಮ್ಯಾ ಹೇಳಿದ್ದಾರೆ. ಸುಪ್ರೀಂ ಕೋರ್ಟ್ ಆದೇಶ ನೀಡಿದ ಬಳಿಕ ಪ್ರತಿಕ್ರಿಯೆ ನೀಡಿದ್ದಾರೆ. xyxy=(130,498,246,560)
pawan-figure-face xyxy=(424,458,468,510)
ramya-headline-line1: ರೇಣುಕಾಸ್ವಾಮಿ xyxy=(75,364,179,389)
harihara-body-col2: 'ಹರಿ ಹರ ವೀರ ಮಲ್ಲು' ಚಿತ್ರದಲ್ಲಿ ಪವನ್ ಕಲ್ಯಾಣ್ ಅವರು ವೀರ ಮಲ್ಲು ಪಾತ್ರ ಮಾಡಿದ್ದಾರೆ. ಈ ಸಿನಿಮಾ ಕಳೆದ ಐದು ವರ್ಷಗಳಿಂದ ಚಿತ್ರೀಕರಣ ಆಗುತ್ತಿತ್ತು. ಅಂತಿಮವಾಗಿ ಬಿಡುಗಡೆ ಆಗಿದೆ. xyxy=(376,612,522,653)
hulk-hogan-photo xyxy=(162,1228,306,1436)
darshan-body-col1-continued xyxy=(538,323,662,509)
brand-name-line1: ಸಂಜೆ xyxy=(10,78,61,113)
